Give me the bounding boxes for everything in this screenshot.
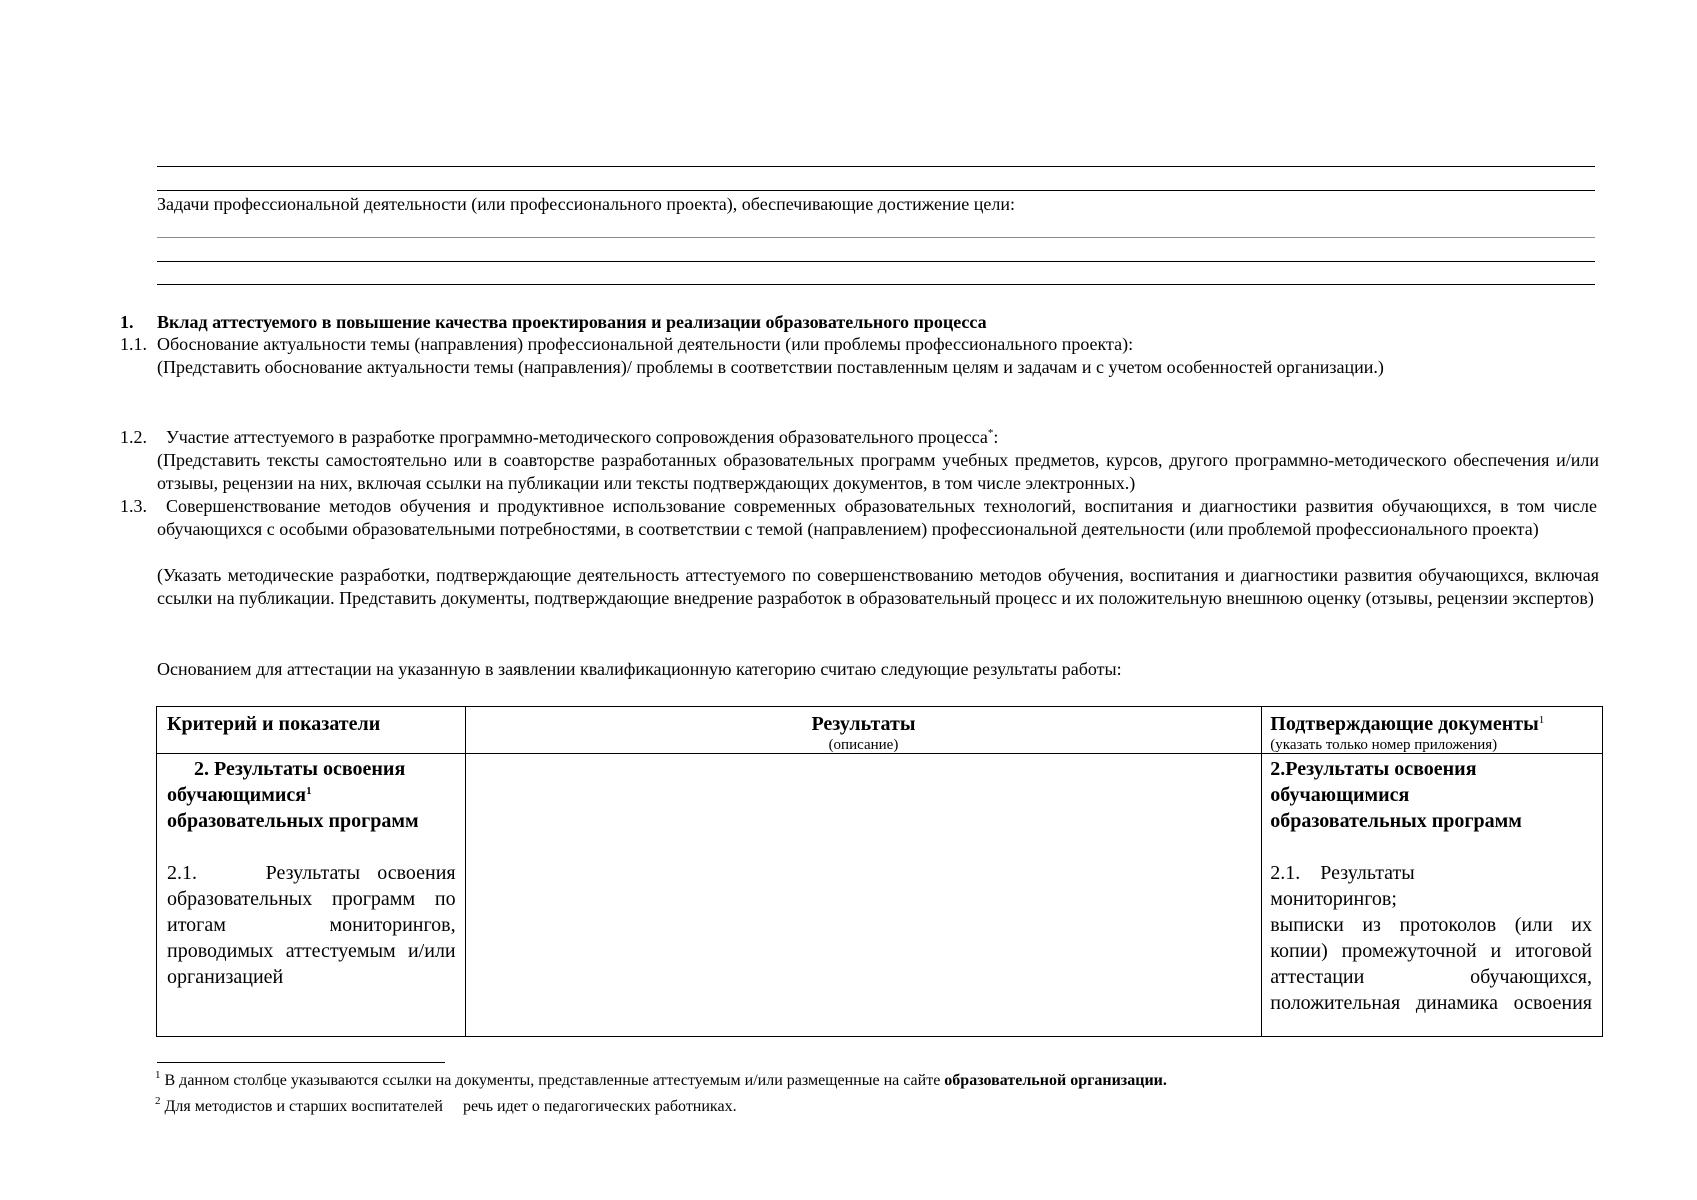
criteria-table [156,706,1603,1037]
item-1-1-title: Обоснование актуальности темы (направления) профессиональной деятельности (или проблемы профессионального проекта): [157,334,1134,354]
item-1-2-title-sup: * [987,427,994,439]
header-criteria: Критерий и показатели [167,713,381,735]
fill-line [157,261,1595,262]
row-criteria-item: 2.1. Результаты освоения образовательных программ по итогам мониторингов, проводимых аттестуемым и/или организацией [167,862,461,988]
row-criteria-content [157,754,465,990]
footnote-1-mark: 1 [155,1069,161,1081]
table-row [157,754,1603,1037]
header-docs-sup: 1 [1538,714,1545,726]
section-1-number: 1. [120,312,134,332]
header-docs [1262,707,1602,737]
header-results-cell [465,707,1262,754]
item-1-2-title-text: Участие аттестуемого в разработке программно-методического сопровождения образовательного процесса [166,427,988,447]
row-docs-content [1262,754,1602,1036]
item-1-1-number: 1.1. [120,334,147,354]
footnote-1-bold: образовательной организации. [944,1072,1167,1089]
footnote-2-text: Для методистов и старших воспитателей речь идет о педагогических работниках. [160,1098,737,1115]
tasks-label: Задачи профессиональной деятельности (или профессионального проекта), обеспечивающие достижение цели: [157,194,1015,214]
row-criteria-title-text: 2. Результаты освоения обучающимися [167,758,406,806]
header-docs-text: Подтверждающие документы [1270,713,1539,735]
header-criteria-cell [157,707,466,754]
section-1-title: Вклад аттестуемого в повышение качества проектирования и реализации образовательного процесса [157,312,987,332]
fill-line [157,190,1595,191]
fill-line [157,166,1595,167]
footnote-1-text: В данном столбце указываются ссылки на документы, представленные аттестуемым и/или размещенные на сайте [160,1072,945,1089]
item-1-2-title [166,426,998,449]
item-1-1-hint: (Представить обоснование актуальности темы (направления)/ проблемы в соответствии поставленным целям и задачам и с учетом особенностей организации.) [157,357,1384,377]
fill-line [157,237,1595,238]
row-docs-item-1: 2.1. Результаты мониторингов; [1270,862,1420,910]
item-1-2-number: 1.2. [120,427,147,447]
header-docs-sub: (указать только номер приложения) [1270,737,1498,753]
header-results: Результаты [811,713,916,735]
item-1-3-number: 1.3. [120,496,147,516]
row-criteria-cell [157,754,466,1037]
row-docs-title: 2.Результаты освоения обучающимися образовательных программ [1270,758,1522,832]
header-docs-cell [1262,707,1603,754]
table-header-row [157,707,1603,754]
row-docs-item-2: выписки из протоколов (или их копии) промежуточной и итоговой аттестации обучающихся, положительная динамика освоения [1270,914,1592,1014]
row-criteria-title-end: образовательных программ [167,810,419,832]
row-docs-cell [1262,754,1603,1037]
footnote-2 [155,1097,737,1117]
footnote-1 [155,1071,1167,1091]
item-1-2-hint: (Представить тексты самостоятельно или в соавторстве разработанных образовательных программ учебных предметов, курсов, другого программно-методического обеспечения и/или отзывы, рецензии на них, включая ссылки на публикации или тексты подтверждающих документов, в том числе электронных.) [157,450,1599,493]
fill-line [157,284,1595,285]
basis-text: Основанием для аттестации на указанную в заявлении квалификационную категорию считаю следующие результаты работы: [157,659,1122,679]
row-results-cell [465,754,1262,1037]
footnote-rule [157,1062,445,1063]
item-1-3-title: Совершенствование методов обучения и продуктивное использование современных образовательных технологий, воспитания и диагностики развития обучающихся, в том числе обучающихся с особыми образовательными потребностями, в соответствии с темой (направлением) профессиональной деятельности (или проблемой профессионального проекта) [157,496,1597,539]
row-criteria-title [167,756,456,834]
header-results-sub: (описание) [828,737,899,753]
row-criteria-title-sup: 1 [306,785,312,797]
footnote-2-mark: 2 [155,1095,161,1107]
item-1-3-hint: (Указать методические разработки, подтверждающие деятельность аттестуемого по совершенствованию методов обучения, воспитания и диагностики развития обучающихся, включая ссылки на публикации. Представить документы, подтверждающие внедрение разработок в образовательный процесс и их положительную внешнюю оценку (отзывы, рецензии экспертов) [157,565,1599,608]
item-1-2-title-end: : [993,427,999,447]
